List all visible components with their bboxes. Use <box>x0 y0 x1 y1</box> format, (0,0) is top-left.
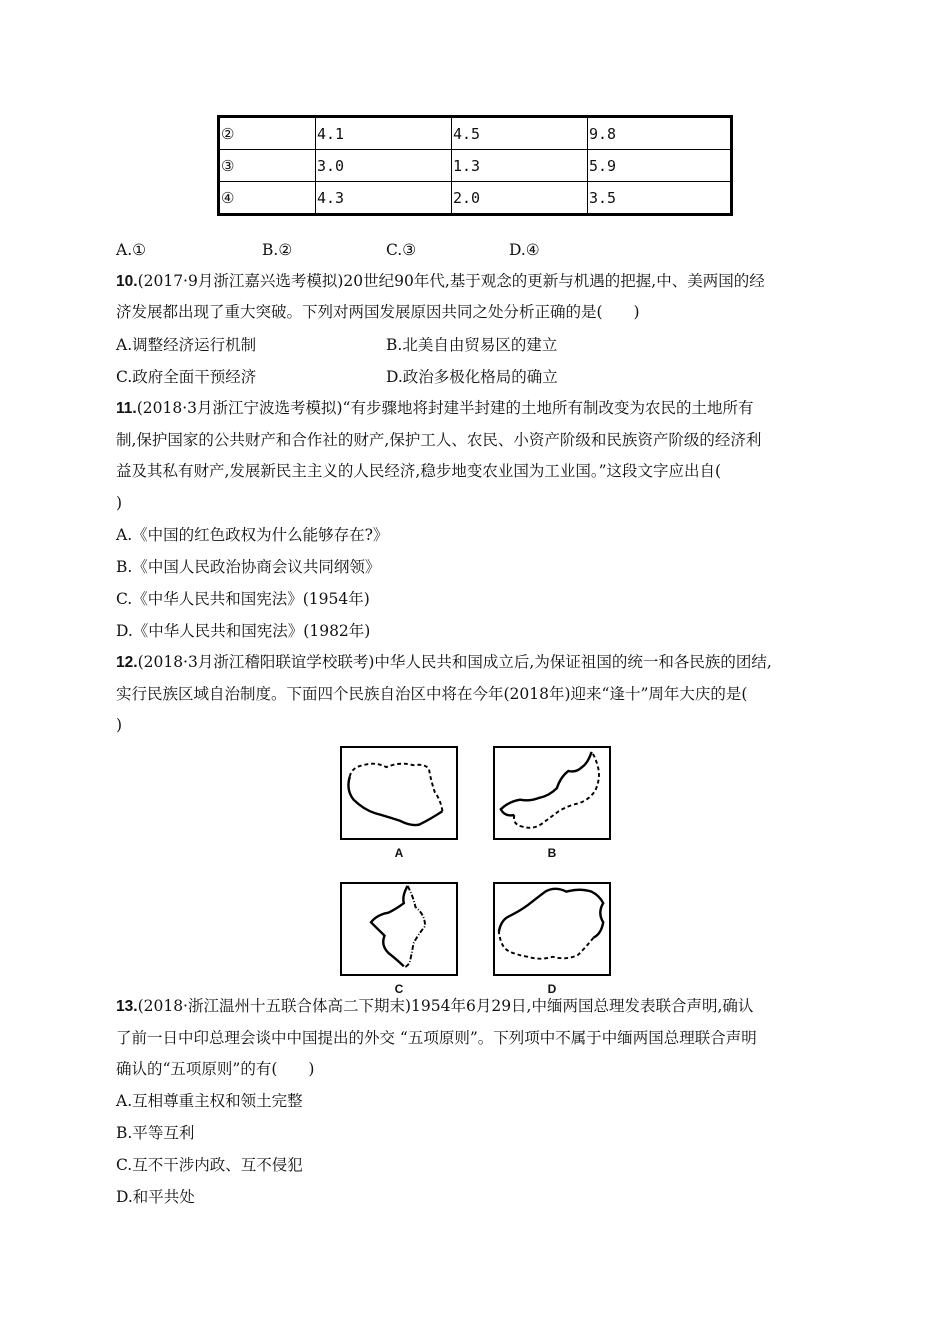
map-a-image <box>340 746 458 840</box>
q11-stem-line-3: 益及其私有财产,发展新民主主义的人民经济,稳步地变农业国为工业国。”这段文字应出自( <box>116 462 722 480</box>
table-cell: 3.5 <box>588 182 732 215</box>
table-cell: 5.9 <box>588 150 732 182</box>
q11-stem-line-4: ) <box>116 494 123 512</box>
question-number: 11. <box>116 400 137 417</box>
q13-option-d: D.和平共处 <box>116 1188 195 1206</box>
q9-option-b: B.② <box>262 241 293 259</box>
table-cell: 1.3 <box>452 150 588 182</box>
table-cell: ② <box>219 117 316 150</box>
map-c-image <box>340 882 458 976</box>
q13-stem-line-2: 了前一日中印总理会谈中中国提出的外交 “五项原则”。下列项中不属于中缅两国总理联合声明 <box>116 1029 757 1047</box>
table-cell: 9.8 <box>588 117 732 150</box>
q10-option-c: C.政府全面干预经济 <box>116 368 257 386</box>
q9-option-a: A.① <box>116 241 147 259</box>
q13-option-c: C.互不干涉内政、互不侵犯 <box>116 1156 303 1174</box>
q10-stem-line-2: 济发展都出现了重大突破。下列对两国发展原因共同之处分析正确的是( ) <box>116 303 640 321</box>
question-number: 12. <box>116 654 138 671</box>
table-cell: ③ <box>219 150 316 182</box>
question-text: (2018·3月浙江稽阳联谊学校联考)中华人民共和国成立后,为保证祖国的统一和各民族的团结, <box>137 653 772 671</box>
q10-option-d: D.政治多极化格局的确立 <box>386 368 558 386</box>
map-label-d: D <box>547 982 557 996</box>
data-table <box>217 115 733 216</box>
q11-option-a: A.《中国的红色政权为什么能够存在?》 <box>116 526 389 544</box>
question-text: (2018·浙江温州十五联合体高二下期末)1954年6月29日,中缅两国总理发表联合声明,确认 <box>137 997 754 1015</box>
table-cell: 4.3 <box>316 182 452 215</box>
question-number: 10. <box>116 273 138 290</box>
q10-option-a: A.调整经济运行机制 <box>116 336 257 354</box>
table-cell: ④ <box>219 182 316 215</box>
q13-stem-line-1 <box>116 996 753 1017</box>
q11-stem-line-2: 制,保护国家的公共财产和合作社的财产,保护工人、农民、小资产阶级和民族资产阶级的经济利 <box>116 431 762 449</box>
q9-option-d: D.④ <box>509 241 540 259</box>
table-row <box>219 182 732 215</box>
q13-stem-line-3: 确认的“五项原则”的有( ) <box>116 1060 315 1078</box>
q12-stem-line-3: ) <box>116 716 123 734</box>
q10-stem-line-1 <box>116 271 765 292</box>
map-label-c: C <box>394 982 404 996</box>
table-row <box>219 150 732 182</box>
map-label-b: B <box>547 846 557 860</box>
q11-option-b: B.《中国人民政治协商会议共同纲领》 <box>116 558 381 576</box>
map-d-image <box>493 882 611 976</box>
table-cell: 2.0 <box>452 182 588 215</box>
map-label-a: A <box>394 846 404 860</box>
q9-option-c: C.③ <box>386 241 417 259</box>
q13-option-a: A.互相尊重主权和领土完整 <box>116 1092 303 1110</box>
q12-stem-line-1 <box>116 652 772 673</box>
question-number: 13. <box>116 998 138 1015</box>
q11-stem-line-1 <box>116 398 753 419</box>
question-text: (2017·9月浙江嘉兴选考模拟)20世纪90年代,基于观念的更新与机遇的把握,中、美两国的经 <box>137 272 765 290</box>
table-cell: 4.5 <box>452 117 588 150</box>
table-cell: 4.1 <box>316 117 452 150</box>
table-row <box>219 117 732 150</box>
table-cell: 3.0 <box>316 150 452 182</box>
q10-option-b: B.北美自由贸易区的建立 <box>386 336 558 354</box>
q11-option-c: C.《中华人民共和国宪法》(1954年) <box>116 590 370 608</box>
q11-option-d: D.《中华人民共和国宪法》(1982年) <box>116 622 371 640</box>
q13-option-b: B.平等互利 <box>116 1124 195 1142</box>
q12-stem-line-2: 实行民族区域自治制度。下面四个民族自治区中将在今年(2018年)迎来“逢十”周年大庆的是( <box>116 685 748 703</box>
map-b-image <box>493 746 611 840</box>
question-text: (2018·3月浙江宁波选考模拟)“有步骤地将封建半封建的土地所有制改变为农民的土地所有 <box>136 399 754 417</box>
